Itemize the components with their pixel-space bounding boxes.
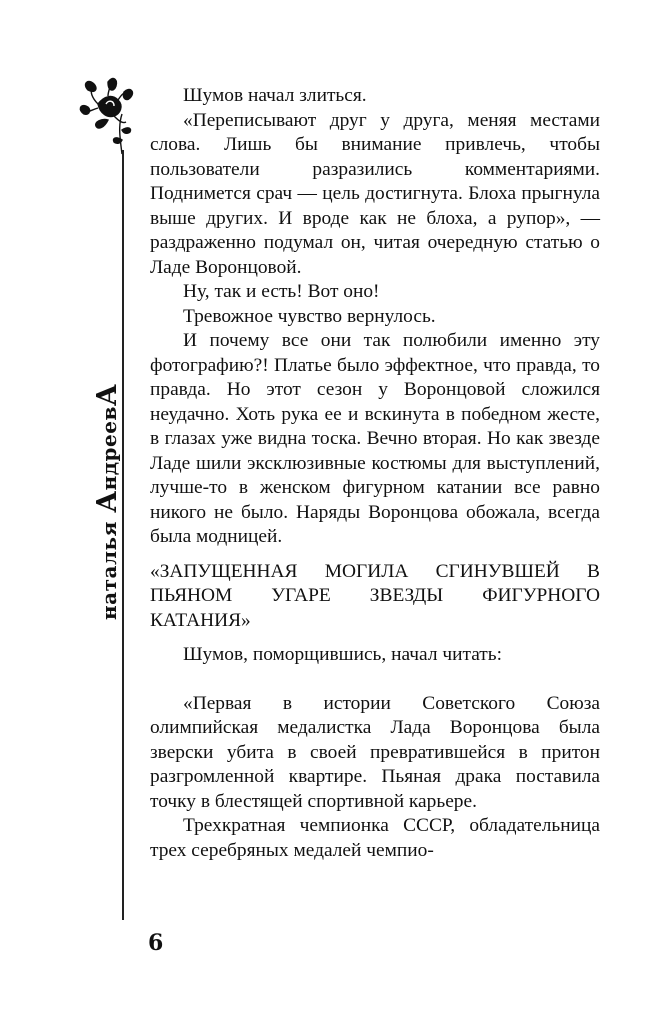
author-given-name: наталья [97,521,121,620]
paragraph: «Переписывают друг у друга, меняя местами слова. Лишь бы внимание привлечь, чтобы пользователи разразились комментариями. Поднимется срач — цель достигнута. Блоха прыгнула выше других. И вроде как не блоха, а рупор», — раздраженно подумал он, читая очередную статью о Ладе Воронцовой. [150,109,600,278]
page-number: 6 [148,930,164,956]
article-paragraph: «Первая в истории Советского Союза олимпийская медалистка Лада Воронцова была зверски убита в своей превратившейся в притон разгромленной квартире. Пьяная драка поставила точку в блестящей спортивной карьере. [150,692,600,812]
article-headline: «ЗАПУЩЕННАЯ МОГИЛА СГИНУВШЕЙ В ПЬЯНОМ УГАРЕ ЗВЕЗДЫ ФИГУРНОГО КАТАНИЯ» [150,560,600,631]
author-surname-final: А [92,383,123,407]
flower-ornament-icon [78,74,136,156]
author-surname-middle: ндреев [97,406,121,491]
author-name [92,384,123,620]
paragraph: Ну, так и есть! Вот оно! [183,281,380,302]
paragraph: Тревожное чувство вернулось. [183,305,436,327]
author-surname-initial: А [92,490,123,513]
paragraph: Шумов, поморщившись, начал читать: [183,644,503,665]
paragraph: Шумов начал злиться. [183,85,367,106]
body-text [150,84,600,863]
paragraph: И почему все они так полюбили именно эту фотографию?! Платье было эффектное, что правда, то правда. Но этот сезон у Воронцовой сложился неудачно. Хоть рука ее и вскинута в победном жесте, в глазах уже видна тоска. Вечно вторая. Но как звезде Ладе шили эксклюзивные костюмы для выступлений, лучше-то в женском фигурном катании все равно никого не было. Наряды Воронцова обожала, всегда была модницей. [150,330,600,547]
article-paragraph: Трехкратная чемпионка СССР, обладательница трех серебряных медалей чемпио- [150,815,600,861]
